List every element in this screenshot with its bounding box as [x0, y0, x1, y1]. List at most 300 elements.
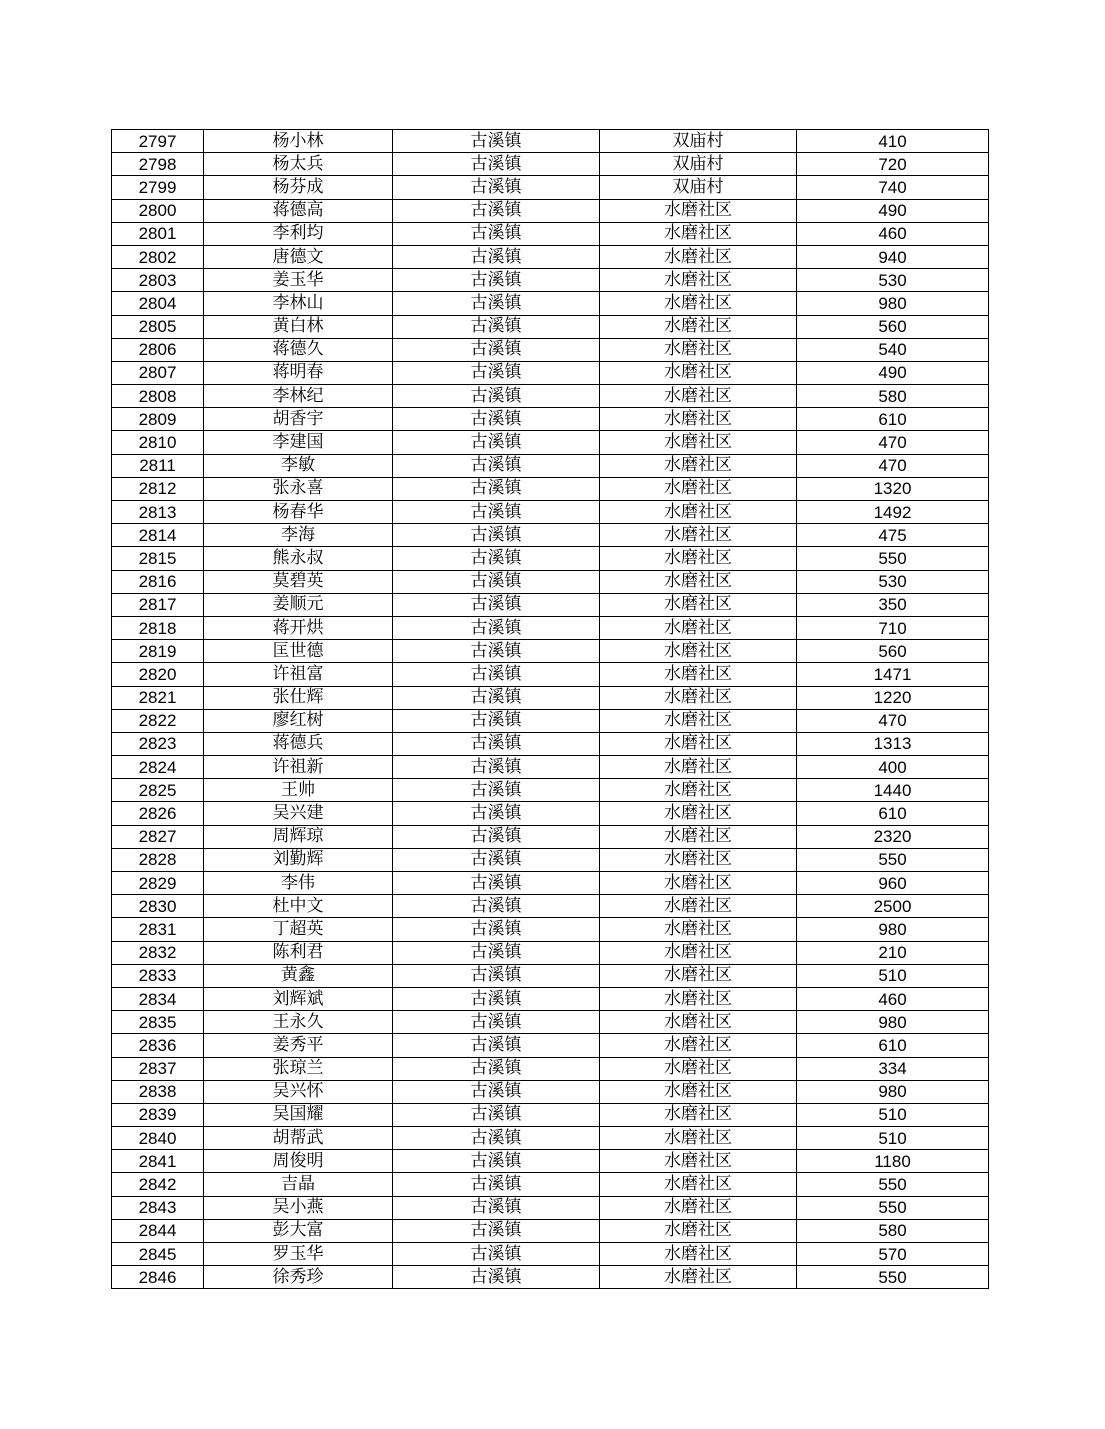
town-cell: 古溪镇 — [393, 593, 600, 616]
village-cell: 水磨社区 — [600, 570, 797, 593]
table-row — [112, 431, 989, 454]
name-cell: 丁超英 — [204, 918, 393, 941]
table-row — [112, 848, 989, 871]
amount-cell: 550 — [797, 547, 989, 570]
amount-cell: 510 — [797, 964, 989, 987]
name-cell: 匡世德 — [204, 640, 393, 663]
amount-cell: 530 — [797, 570, 989, 593]
table-row — [112, 153, 989, 176]
village-cell: 水磨社区 — [600, 1034, 797, 1057]
row-number-cell: 2799 — [112, 176, 204, 199]
row-number-cell: 2844 — [112, 1219, 204, 1242]
name-cell: 李利均 — [204, 222, 393, 245]
name-cell: 蒋开烘 — [204, 616, 393, 639]
roster-table — [111, 129, 989, 1289]
town-cell: 古溪镇 — [393, 1196, 600, 1219]
row-number-cell: 2827 — [112, 825, 204, 848]
village-cell: 水磨社区 — [600, 408, 797, 431]
amount-cell: 1180 — [797, 1150, 989, 1173]
table-row — [112, 292, 989, 315]
amount-cell: 1471 — [797, 663, 989, 686]
name-cell: 吴兴建 — [204, 802, 393, 825]
name-cell: 杨春华 — [204, 501, 393, 524]
town-cell: 古溪镇 — [393, 547, 600, 570]
name-cell: 李伟 — [204, 872, 393, 895]
name-cell: 张琼兰 — [204, 1057, 393, 1080]
name-cell: 周俊明 — [204, 1150, 393, 1173]
row-number-cell: 2805 — [112, 315, 204, 338]
amount-cell: 470 — [797, 431, 989, 454]
row-number-cell: 2846 — [112, 1266, 204, 1289]
table-row — [112, 570, 989, 593]
amount-cell: 470 — [797, 454, 989, 477]
village-cell: 水磨社区 — [600, 593, 797, 616]
amount-cell: 460 — [797, 222, 989, 245]
town-cell: 古溪镇 — [393, 1266, 600, 1289]
amount-cell: 210 — [797, 941, 989, 964]
table-row — [112, 593, 989, 616]
table-row — [112, 918, 989, 941]
row-number-cell: 2837 — [112, 1057, 204, 1080]
town-cell: 古溪镇 — [393, 1034, 600, 1057]
table-row — [112, 640, 989, 663]
name-cell: 李林山 — [204, 292, 393, 315]
town-cell: 古溪镇 — [393, 1011, 600, 1034]
town-cell: 古溪镇 — [393, 176, 600, 199]
village-cell: 水磨社区 — [600, 547, 797, 570]
village-cell: 水磨社区 — [600, 1127, 797, 1150]
table-row — [112, 872, 989, 895]
town-cell: 古溪镇 — [393, 292, 600, 315]
village-cell: 水磨社区 — [600, 1011, 797, 1034]
table-row — [112, 709, 989, 732]
town-cell: 古溪镇 — [393, 802, 600, 825]
village-cell: 水磨社区 — [600, 848, 797, 871]
name-cell: 莫碧英 — [204, 570, 393, 593]
name-cell: 胡帮武 — [204, 1127, 393, 1150]
amount-cell: 490 — [797, 361, 989, 384]
town-cell: 古溪镇 — [393, 779, 600, 802]
village-cell: 水磨社区 — [600, 501, 797, 524]
amount-cell: 610 — [797, 1034, 989, 1057]
row-number-cell: 2808 — [112, 385, 204, 408]
amount-cell: 610 — [797, 802, 989, 825]
town-cell: 古溪镇 — [393, 709, 600, 732]
name-cell: 熊永叔 — [204, 547, 393, 570]
row-number-cell: 2813 — [112, 501, 204, 524]
amount-cell: 560 — [797, 640, 989, 663]
table-row — [112, 1196, 989, 1219]
row-number-cell: 2828 — [112, 848, 204, 871]
town-cell: 古溪镇 — [393, 964, 600, 987]
name-cell: 杨太兵 — [204, 153, 393, 176]
table-row — [112, 477, 989, 500]
village-cell: 双庙村 — [600, 130, 797, 153]
row-number-cell: 2817 — [112, 593, 204, 616]
table-row — [112, 1011, 989, 1034]
row-number-cell: 2835 — [112, 1011, 204, 1034]
town-cell: 古溪镇 — [393, 570, 600, 593]
name-cell: 姜顺元 — [204, 593, 393, 616]
row-number-cell: 2814 — [112, 524, 204, 547]
name-cell: 李敏 — [204, 454, 393, 477]
town-cell: 古溪镇 — [393, 385, 600, 408]
name-cell: 吴小燕 — [204, 1196, 393, 1219]
row-number-cell: 2829 — [112, 872, 204, 895]
village-cell: 水磨社区 — [600, 1080, 797, 1103]
table-row — [112, 1266, 989, 1289]
town-cell: 古溪镇 — [393, 732, 600, 755]
amount-cell: 1492 — [797, 501, 989, 524]
row-number-cell: 2818 — [112, 616, 204, 639]
amount-cell: 1320 — [797, 477, 989, 500]
town-cell: 古溪镇 — [393, 1080, 600, 1103]
row-number-cell: 2803 — [112, 269, 204, 292]
table-row — [112, 269, 989, 292]
village-cell: 双庙村 — [600, 153, 797, 176]
row-number-cell: 2797 — [112, 130, 204, 153]
village-cell: 水磨社区 — [600, 987, 797, 1010]
row-number-cell: 2825 — [112, 779, 204, 802]
roster-table-body — [112, 130, 989, 1289]
village-cell: 水磨社区 — [600, 872, 797, 895]
village-cell: 水磨社区 — [600, 477, 797, 500]
name-cell: 吴国耀 — [204, 1103, 393, 1126]
row-number-cell: 2823 — [112, 732, 204, 755]
village-cell: 水磨社区 — [600, 315, 797, 338]
amount-cell: 540 — [797, 338, 989, 361]
table-row — [112, 616, 989, 639]
village-cell: 水磨社区 — [600, 269, 797, 292]
town-cell: 古溪镇 — [393, 616, 600, 639]
table-row — [112, 1127, 989, 1150]
amount-cell: 1440 — [797, 779, 989, 802]
amount-cell: 460 — [797, 987, 989, 1010]
row-number-cell: 2840 — [112, 1127, 204, 1150]
town-cell: 古溪镇 — [393, 153, 600, 176]
table-row — [112, 941, 989, 964]
town-cell: 古溪镇 — [393, 338, 600, 361]
village-cell: 水磨社区 — [600, 338, 797, 361]
name-cell: 杜中文 — [204, 895, 393, 918]
village-cell: 水磨社区 — [600, 1150, 797, 1173]
town-cell: 古溪镇 — [393, 408, 600, 431]
name-cell: 许祖富 — [204, 663, 393, 686]
row-number-cell: 2798 — [112, 153, 204, 176]
row-number-cell: 2841 — [112, 1150, 204, 1173]
table-row — [112, 964, 989, 987]
village-cell: 水磨社区 — [600, 779, 797, 802]
name-cell: 刘勤辉 — [204, 848, 393, 871]
town-cell: 古溪镇 — [393, 245, 600, 268]
table-row — [112, 501, 989, 524]
amount-cell: 490 — [797, 199, 989, 222]
town-cell: 古溪镇 — [393, 269, 600, 292]
table-row — [112, 385, 989, 408]
amount-cell: 400 — [797, 756, 989, 779]
amount-cell: 570 — [797, 1243, 989, 1266]
town-cell: 古溪镇 — [393, 663, 600, 686]
table-row — [112, 338, 989, 361]
village-cell: 水磨社区 — [600, 1057, 797, 1080]
amount-cell: 410 — [797, 130, 989, 153]
name-cell: 黄鑫 — [204, 964, 393, 987]
name-cell: 黄白林 — [204, 315, 393, 338]
row-number-cell: 2822 — [112, 709, 204, 732]
village-cell: 水磨社区 — [600, 802, 797, 825]
name-cell: 张永喜 — [204, 477, 393, 500]
row-number-cell: 2800 — [112, 199, 204, 222]
table-row — [112, 361, 989, 384]
town-cell: 古溪镇 — [393, 872, 600, 895]
amount-cell: 1313 — [797, 732, 989, 755]
row-number-cell: 2809 — [112, 408, 204, 431]
table-row — [112, 686, 989, 709]
table-row — [112, 408, 989, 431]
row-number-cell: 2834 — [112, 987, 204, 1010]
town-cell: 古溪镇 — [393, 756, 600, 779]
town-cell: 古溪镇 — [393, 222, 600, 245]
village-cell: 水磨社区 — [600, 454, 797, 477]
village-cell: 水磨社区 — [600, 709, 797, 732]
town-cell: 古溪镇 — [393, 361, 600, 384]
table-row — [112, 1243, 989, 1266]
table-row — [112, 315, 989, 338]
name-cell: 李海 — [204, 524, 393, 547]
amount-cell: 720 — [797, 153, 989, 176]
village-cell: 水磨社区 — [600, 964, 797, 987]
town-cell: 古溪镇 — [393, 1103, 600, 1126]
name-cell: 蒋明春 — [204, 361, 393, 384]
name-cell: 张仕辉 — [204, 686, 393, 709]
row-number-cell: 2801 — [112, 222, 204, 245]
name-cell: 吉晶 — [204, 1173, 393, 1196]
name-cell: 王永久 — [204, 1011, 393, 1034]
village-cell: 水磨社区 — [600, 524, 797, 547]
name-cell: 胡香宇 — [204, 408, 393, 431]
amount-cell: 475 — [797, 524, 989, 547]
row-number-cell: 2833 — [112, 964, 204, 987]
row-number-cell: 2831 — [112, 918, 204, 941]
village-cell: 水磨社区 — [600, 825, 797, 848]
town-cell: 古溪镇 — [393, 431, 600, 454]
name-cell: 蒋德久 — [204, 338, 393, 361]
table-row — [112, 1173, 989, 1196]
table-row — [112, 1103, 989, 1126]
table-row — [112, 1080, 989, 1103]
village-cell: 水磨社区 — [600, 663, 797, 686]
amount-cell: 980 — [797, 918, 989, 941]
town-cell: 古溪镇 — [393, 315, 600, 338]
name-cell: 杨芬成 — [204, 176, 393, 199]
row-number-cell: 2845 — [112, 1243, 204, 1266]
town-cell: 古溪镇 — [393, 895, 600, 918]
amount-cell: 1220 — [797, 686, 989, 709]
name-cell: 李建国 — [204, 431, 393, 454]
table-row — [112, 802, 989, 825]
name-cell: 王帅 — [204, 779, 393, 802]
amount-cell: 334 — [797, 1057, 989, 1080]
village-cell: 水磨社区 — [600, 895, 797, 918]
village-cell: 水磨社区 — [600, 732, 797, 755]
row-number-cell: 2839 — [112, 1103, 204, 1126]
name-cell: 姜秀平 — [204, 1034, 393, 1057]
village-cell: 水磨社区 — [600, 292, 797, 315]
table-row — [112, 1150, 989, 1173]
name-cell: 蒋德高 — [204, 199, 393, 222]
amount-cell: 350 — [797, 593, 989, 616]
table-row — [112, 130, 989, 153]
row-number-cell: 2830 — [112, 895, 204, 918]
amount-cell: 940 — [797, 245, 989, 268]
amount-cell: 550 — [797, 1173, 989, 1196]
amount-cell: 980 — [797, 1011, 989, 1034]
town-cell: 古溪镇 — [393, 524, 600, 547]
town-cell: 古溪镇 — [393, 1219, 600, 1242]
town-cell: 古溪镇 — [393, 941, 600, 964]
town-cell: 古溪镇 — [393, 477, 600, 500]
table-row — [112, 1219, 989, 1242]
town-cell: 古溪镇 — [393, 501, 600, 524]
row-number-cell: 2810 — [112, 431, 204, 454]
village-cell: 水磨社区 — [600, 616, 797, 639]
row-number-cell: 2836 — [112, 1034, 204, 1057]
village-cell: 水磨社区 — [600, 1243, 797, 1266]
row-number-cell: 2832 — [112, 941, 204, 964]
village-cell: 水磨社区 — [600, 686, 797, 709]
village-cell: 水磨社区 — [600, 222, 797, 245]
amount-cell: 980 — [797, 292, 989, 315]
amount-cell: 580 — [797, 1219, 989, 1242]
town-cell: 古溪镇 — [393, 1127, 600, 1150]
name-cell: 陈利君 — [204, 941, 393, 964]
town-cell: 古溪镇 — [393, 454, 600, 477]
town-cell: 古溪镇 — [393, 1243, 600, 1266]
amount-cell: 960 — [797, 872, 989, 895]
name-cell: 杨小林 — [204, 130, 393, 153]
table-row — [112, 222, 989, 245]
town-cell: 古溪镇 — [393, 130, 600, 153]
table-row — [112, 825, 989, 848]
name-cell: 李林纪 — [204, 385, 393, 408]
village-cell: 水磨社区 — [600, 918, 797, 941]
name-cell: 彭大富 — [204, 1219, 393, 1242]
village-cell: 水磨社区 — [600, 245, 797, 268]
village-cell: 水磨社区 — [600, 431, 797, 454]
row-number-cell: 2819 — [112, 640, 204, 663]
amount-cell: 550 — [797, 1196, 989, 1219]
table-row — [112, 895, 989, 918]
amount-cell: 2320 — [797, 825, 989, 848]
village-cell: 水磨社区 — [600, 1219, 797, 1242]
table-row — [112, 547, 989, 570]
village-cell: 水磨社区 — [600, 1103, 797, 1126]
name-cell: 许祖新 — [204, 756, 393, 779]
table-row — [112, 454, 989, 477]
row-number-cell: 2838 — [112, 1080, 204, 1103]
table-row — [112, 524, 989, 547]
name-cell: 蒋德兵 — [204, 732, 393, 755]
amount-cell: 530 — [797, 269, 989, 292]
amount-cell: 2500 — [797, 895, 989, 918]
table-row — [112, 245, 989, 268]
table-row — [112, 199, 989, 222]
row-number-cell: 2807 — [112, 361, 204, 384]
amount-cell: 560 — [797, 315, 989, 338]
row-number-cell: 2802 — [112, 245, 204, 268]
amount-cell: 740 — [797, 176, 989, 199]
village-cell: 水磨社区 — [600, 1196, 797, 1219]
village-cell: 水磨社区 — [600, 1173, 797, 1196]
table-row — [112, 779, 989, 802]
row-number-cell: 2804 — [112, 292, 204, 315]
village-cell: 水磨社区 — [600, 199, 797, 222]
row-number-cell: 2811 — [112, 454, 204, 477]
name-cell: 廖红树 — [204, 709, 393, 732]
name-cell: 罗玉华 — [204, 1243, 393, 1266]
table-row — [112, 176, 989, 199]
table-row — [112, 756, 989, 779]
town-cell: 古溪镇 — [393, 686, 600, 709]
row-number-cell: 2820 — [112, 663, 204, 686]
name-cell: 徐秀珍 — [204, 1266, 393, 1289]
table-row — [112, 732, 989, 755]
name-cell: 吴兴怀 — [204, 1080, 393, 1103]
row-number-cell: 2842 — [112, 1173, 204, 1196]
row-number-cell: 2826 — [112, 802, 204, 825]
name-cell: 刘辉斌 — [204, 987, 393, 1010]
town-cell: 古溪镇 — [393, 825, 600, 848]
village-cell: 水磨社区 — [600, 1266, 797, 1289]
village-cell: 水磨社区 — [600, 756, 797, 779]
table-row — [112, 1034, 989, 1057]
row-number-cell: 2806 — [112, 338, 204, 361]
amount-cell: 510 — [797, 1127, 989, 1150]
row-number-cell: 2812 — [112, 477, 204, 500]
town-cell: 古溪镇 — [393, 640, 600, 663]
row-number-cell: 2815 — [112, 547, 204, 570]
town-cell: 古溪镇 — [393, 1173, 600, 1196]
row-number-cell: 2843 — [112, 1196, 204, 1219]
town-cell: 古溪镇 — [393, 1057, 600, 1080]
amount-cell: 550 — [797, 848, 989, 871]
town-cell: 古溪镇 — [393, 918, 600, 941]
name-cell: 唐德文 — [204, 245, 393, 268]
table-row — [112, 1057, 989, 1080]
town-cell: 古溪镇 — [393, 1150, 600, 1173]
town-cell: 古溪镇 — [393, 199, 600, 222]
amount-cell: 980 — [797, 1080, 989, 1103]
name-cell: 周辉琼 — [204, 825, 393, 848]
amount-cell: 470 — [797, 709, 989, 732]
village-cell: 水磨社区 — [600, 361, 797, 384]
village-cell: 水磨社区 — [600, 385, 797, 408]
row-number-cell: 2824 — [112, 756, 204, 779]
amount-cell: 710 — [797, 616, 989, 639]
row-number-cell: 2816 — [112, 570, 204, 593]
town-cell: 古溪镇 — [393, 848, 600, 871]
amount-cell: 550 — [797, 1266, 989, 1289]
name-cell: 姜玉华 — [204, 269, 393, 292]
amount-cell: 610 — [797, 408, 989, 431]
village-cell: 水磨社区 — [600, 640, 797, 663]
town-cell: 古溪镇 — [393, 987, 600, 1010]
village-cell: 双庙村 — [600, 176, 797, 199]
village-cell: 水磨社区 — [600, 941, 797, 964]
amount-cell: 510 — [797, 1103, 989, 1126]
amount-cell: 580 — [797, 385, 989, 408]
table-row — [112, 987, 989, 1010]
